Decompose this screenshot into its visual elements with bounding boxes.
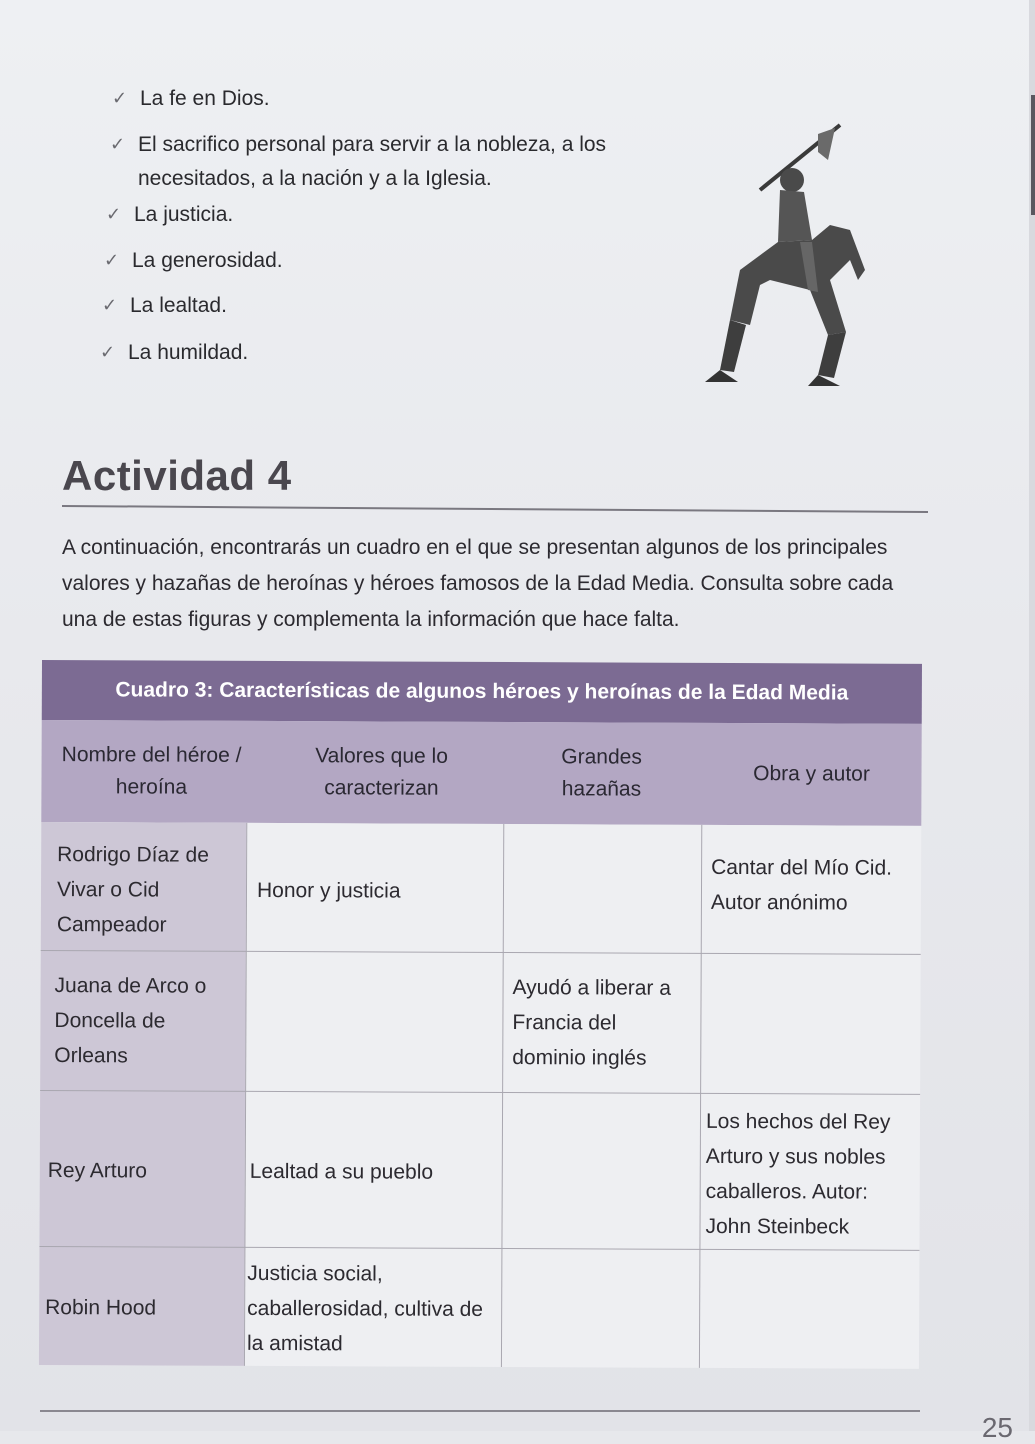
header-cell: Grandes hazañas: [561, 745, 642, 801]
checklist-item: ✓ La justicia.: [106, 198, 674, 232]
checklist-item: ✓ La lealtad.: [102, 289, 670, 323]
activity-title: Actividad 4: [62, 452, 292, 499]
table-cell: Ayudó a liberar a Francia del dominio inglés: [512, 975, 672, 1070]
table-cell: Robin Hood: [45, 1295, 157, 1320]
table-cell: [511, 836, 697, 947]
table-cell: [509, 1254, 694, 1365]
title-divider: [62, 505, 928, 513]
footer-divider: [40, 1410, 920, 1412]
table-cell: Los hechos del Rey Arturo y sus nobles caballeros. Autor: John Steinbeck: [705, 1109, 891, 1239]
check-icon: ✓: [102, 295, 118, 316]
table-cell: Justicia social, caballerosidad, cultiva de la amistad: [246, 1261, 484, 1355]
table-header-row: [41, 720, 921, 826]
table-cell: Rey Arturo: [47, 1159, 148, 1183]
table-cell: [509, 1100, 695, 1246]
check-icon: ✓: [110, 134, 126, 155]
header-cell: Valores que lo caracterizan: [315, 744, 448, 800]
check-icon: ✓: [112, 88, 128, 109]
activity-instructions: A continuación, encontrarás un cuadro en el que se presentan algunos de los principales valores y hazañas de heroínas y héroes famosos de la Edad Media. Consulta sobre cada una de estas figuras y complementa la información que hace falta.: [62, 536, 894, 631]
header-cell: Nombre del héroe / heroína: [61, 743, 242, 799]
table-cell: [705, 1255, 910, 1366]
table-cell: [708, 963, 914, 1084]
table-cell: Honor y justicia: [256, 878, 401, 903]
page-edge-mark: [1031, 95, 1035, 215]
heroes-table: [39, 660, 924, 1369]
checklist-item: ✓ La generosidad.: [104, 244, 672, 278]
check-icon: ✓: [106, 204, 122, 225]
checklist-item: ✓ La fe en Dios.: [112, 82, 680, 116]
checklist-item: ✓ El sacrifico personal para servir a la nobleza, a los necesitados, a la nación y a la Iglesia.: [110, 128, 658, 196]
table-cell: Lealtad a su pueblo: [249, 1159, 434, 1184]
knight-on-horse-icon: [700, 120, 870, 390]
column-divider: [501, 824, 504, 1367]
page-number: 25: [981, 1412, 1013, 1443]
check-icon: ✓: [100, 342, 116, 363]
table-cell: Rodrigo Díaz de Vivar o Cid Campeador: [56, 842, 209, 937]
table-title: Cuadro 3: Características de algunos héroes y heroínas de la Edad Media: [42, 660, 922, 724]
header-cell: Obra y autor: [753, 762, 870, 786]
checklist-item: ✓ La humildad.: [100, 336, 668, 370]
column-divider: [699, 825, 702, 1368]
table-cell: Cantar del Mío Cid. Autor anónimo: [710, 855, 893, 915]
table-cell: Juana de Arco o Doncella de Orleans: [54, 973, 207, 1067]
check-icon: ✓: [104, 250, 120, 271]
table-body: [39, 822, 921, 1369]
table-cell: [254, 961, 495, 1082]
